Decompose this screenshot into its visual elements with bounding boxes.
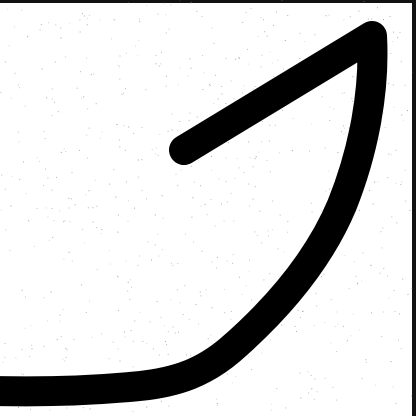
- hook-stroke-path: [0, 36, 372, 391]
